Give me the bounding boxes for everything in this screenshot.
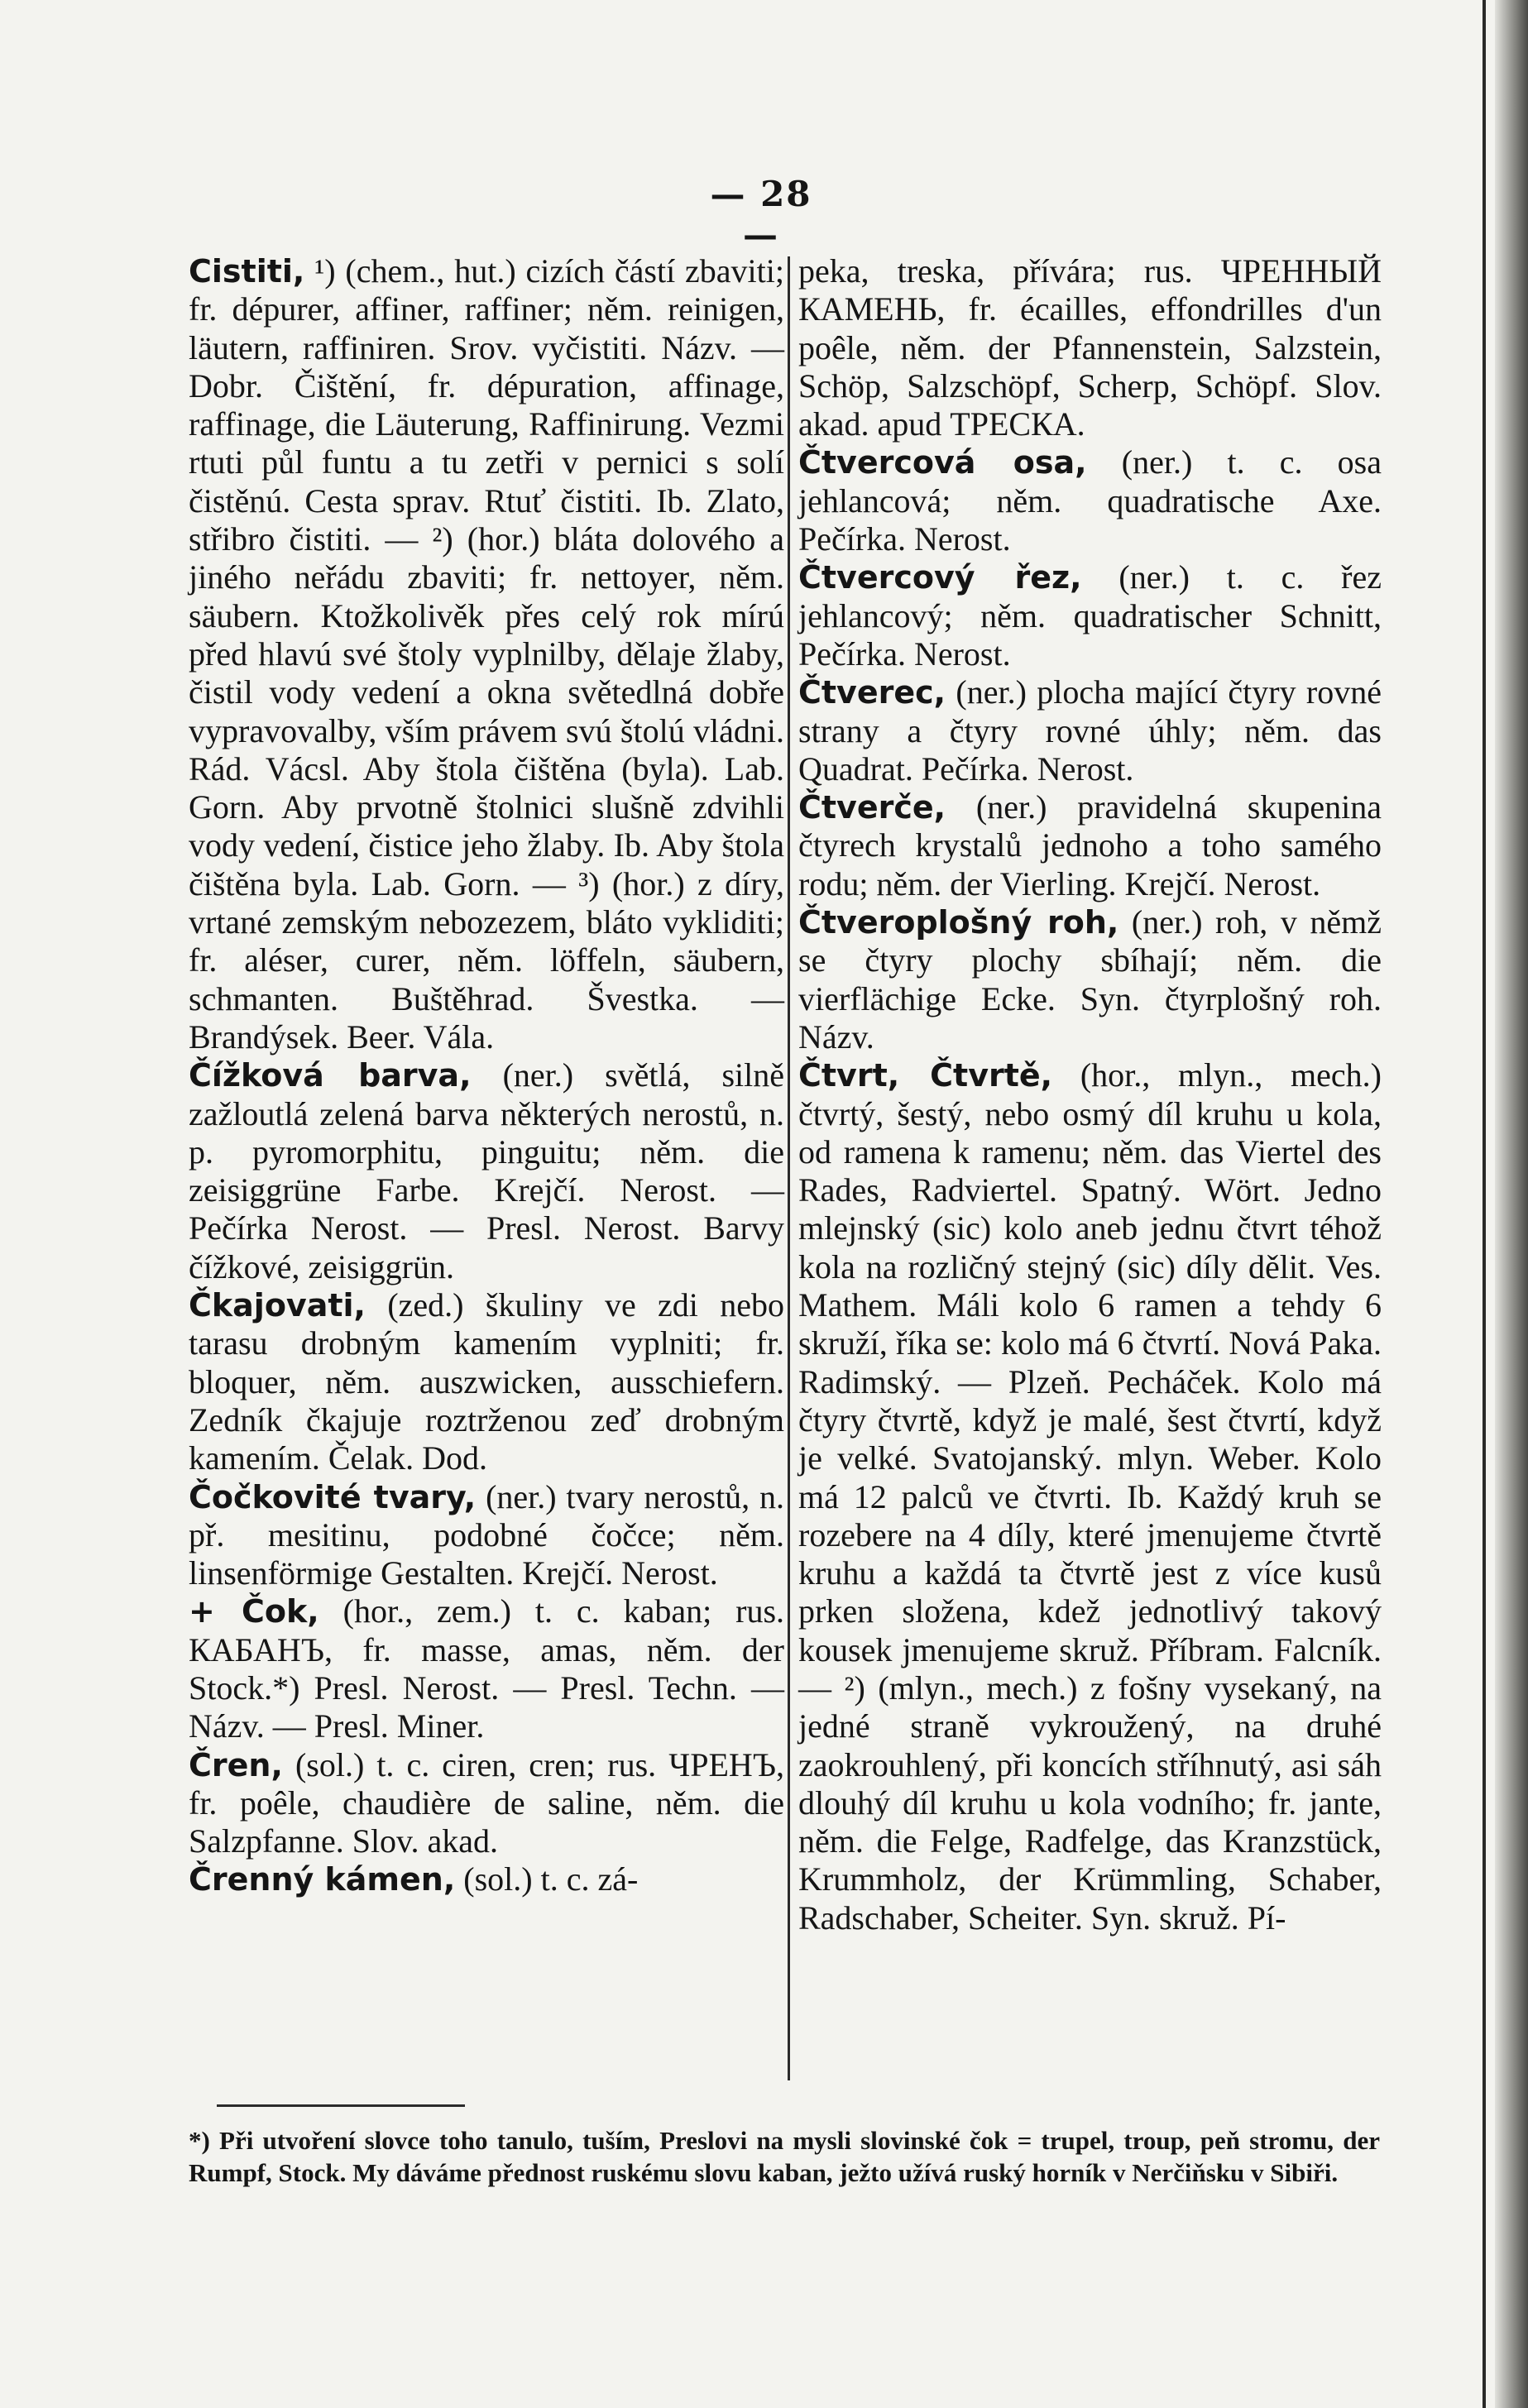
- entry-headword: Čtverče,: [798, 789, 946, 826]
- entry-headword: Čtvercová osa,: [798, 444, 1087, 481]
- entry-headword: Čkajovati,: [189, 1287, 366, 1324]
- dictionary-entry: [189, 1056, 784, 1286]
- entry-text: peka, treska, přívára; rus. ЧРЕННЫЙ КАМЕНЬ, fr. écailles, effondrilles d'un poêle, něm. der Pfannenstein, Salzstein, Schöp, Salzschöpf, Scherp, Schöpf. Slov. akad. apud ТРЕСКА.: [798, 252, 1382, 443]
- dictionary-entry: [189, 1286, 784, 1477]
- footnote-rule: [217, 2104, 465, 2107]
- entry-headword: Črenný kámen,: [189, 1861, 456, 1898]
- dictionary-entry: [798, 558, 1382, 673]
- page-number: — 28 —: [710, 174, 812, 255]
- dictionary-entry: [798, 252, 1382, 443]
- entry-text: (sol.) t. c. zá-: [463, 1860, 639, 1898]
- entry-text: (hor., mlyn., mech.) čtvrtý, šestý, nebo osmý díl kruhu u kola, od ramena k ramenu; něm. das Viertel des Rades, Radviertel. Spatný. Wört. Jedno mlejnský (sic) kolo aneb jednu čtvrt téhož kola na rozličný stejný (sic) díly dělit. Ves. Mathem. Máli kolo 6 ramen a tehdy 6 skruží, říka se: kolo má 6 čtvrtí. Nová Paka. Radimský. — Plzeň. Pecháček. Kolo má čtyry čtvrtě, když je malé, šest čtvrtí, když je velké. Svatojanský. mlyn. Weber. Kolo má 12 palců ve čtvrti. Ib. Každý kruh se rozebere na 4 díly, které jmenujeme čtvrtě kruhu a každá ta čtvrtě jest z více kusů prken složena, kdež jednotlivý takový kousek jmenujeme skruž. Příbram. Falcník. — ²) (mlyn., mech.) z fošny vysekaný, na jedné straně vykroužený, na druhé zaokrouhlený, při koncích stříhnutý, asi sáh dlouhý díl kruhu u kola vodního; fr. jante, něm. die Felge, Radfelge, das Kranzstück, Krummholz, der Krümmling, Schaber, Radschaber, Scheiter. Syn. skruž. Pí-: [798, 1056, 1382, 1936]
- entry-text: (zed.) škuliny ve zdi nebo tarasu drobným kamením vyplniti; fr. bloquer, něm. auszwicken, ausschiefern. Zedník čkajuje roztrženou zeď drobným kamením. Čelak. Dod.: [189, 1286, 784, 1477]
- entry-text: (ner.) plocha mající čtyry rovné strany a čtyry rovné úhly; něm. das Quadrat. Pečírka. Nerost.: [798, 673, 1382, 788]
- dictionary-entry: [189, 1592, 784, 1745]
- left-column: [189, 252, 784, 1899]
- entry-text: (ner.) t. c. řez jehlancový; něm. quadratischer Schnitt, Pečírka. Nerost.: [798, 558, 1382, 673]
- dictionary-entry: [189, 1478, 784, 1593]
- column-divider: [788, 256, 790, 2080]
- entry-headword: Čtveroplošný roh,: [798, 904, 1119, 941]
- entry-headword: Čtvercový řez,: [798, 559, 1082, 596]
- page-edge-shadow: [1495, 0, 1528, 2408]
- right-column: [798, 252, 1382, 1937]
- entry-text: (ner.) tvary nerostů, n. př. mesitinu, podobné čočce; něm. linsenförmige Gestalten. Krejčí. Nerost.: [189, 1477, 785, 1592]
- entry-headword: Čtverec,: [798, 674, 946, 711]
- dictionary-entry: [798, 788, 1382, 903]
- dictionary-entry: [189, 1860, 784, 1898]
- entry-headword: Čren,: [189, 1746, 283, 1783]
- entry-headword: Cistiti,: [189, 253, 305, 290]
- dictionary-entry: [798, 443, 1382, 558]
- dictionary-entry: [189, 1746, 784, 1861]
- dictionary-entry: [798, 903, 1382, 1056]
- entry-headword: + Čok,: [189, 1593, 319, 1630]
- entry-text: (ner.) t. c. osa jehlancová; něm. quadratische Axe. Pečírka. Nerost.: [798, 443, 1382, 558]
- dictionary-entry: [189, 252, 784, 1056]
- footnote: *) Při utvoření slovce toho tanulo, tuším, Preslovi na mysli slovinské čok = trupel, troup, peň stromu, der Rumpf, Stock. My dáváme přednost ruskému slovu kaban, ježto užívá ruský horník v Nerčiňsku v Sibiři.: [189, 2126, 1380, 2187]
- entry-text: (ner.) roh, v němž se čtyry plochy sbíhají; něm. die vierflächige Ecke. Syn. čtyrplošný roh. Názv.: [798, 903, 1382, 1056]
- entry-headword: Čtvrt, Čtvrtě,: [798, 1057, 1053, 1094]
- entry-text: (ner.) pravidelná skupenina čtyrech krystalů jednoho a toho samého rodu; něm. der Vierling. Krejčí. Nerost.: [798, 788, 1382, 902]
- entry-headword: Čížková barva,: [189, 1057, 472, 1094]
- dictionary-entry: [798, 673, 1382, 788]
- dictionary-entry: [798, 1056, 1382, 1937]
- entry-text: (sol.) t. c. ciren, cren; rus. ЧРЕНЪ, fr. poêle, chaudière de saline, něm. die Salzpfanne. Slov. akad.: [189, 1745, 785, 1860]
- entry-text: (ner.) světlá, silně zažloutlá zelená barva některých nerostů, n. p. pyromorphitu, pinguitu; něm. die zeisiggrüne Farbe. Krejčí. Nerost. — Pečírka Nerost. — Presl. Nerost. Barvy čížkové, zeisiggrün.: [189, 1056, 785, 1285]
- entry-text: (hor., zem.) t. c. kaban; rus. КАБАНЪ, fr. masse, amas, něm. der Stock.*) Presl. Nerost. — Presl. Techn. — Názv. — Presl. Miner.: [189, 1592, 785, 1745]
- entry-text: ¹) (chem., hut.) cizích částí zbaviti; fr. dépurer, affiner, raffiner; něm. reinigen, läutern, raffiniren. Srov. vyčistiti. Názv. — Dobr. Čištění, fr. dépuration, affinage, raffinage, die Läuterung, Raffinirung. Vezmi rtuti půl funtu a tu zetři v pernici s solí čistěnú. Cesta sprav. Rtuť čistiti. Ib. Zlato, střibro čistiti. — ²) (hor.) bláta dolového a jiného neřádu zbaviti; fr. nettoyer, něm. säubern. Ktožkolivěk přes celý rok mírú před hlavú své štoly vyplnilby, dělaje žlaby, čistil vody vedení a okna světedlná dobře vypravovalby, vším právem svú štolú vládni. Rád. Vácsl. Aby štola čištěna (byla). Lab. Gorn. Aby prvotně štolnici slušně zdvihli vody vedení, čistice jeho žlaby. Ib. Aby štola čištěna byla. Lab. Gorn. — ³) (hor.) z díry, vrtané zemským nebozezem, bláto vykliditi; fr. aléser, curer, něm. löffeln, säubern, schmanten. Buštěhrad. Švestka. — Brandýsek. Beer. Vála.: [189, 252, 785, 1056]
- page-edge-line: [1482, 0, 1486, 2408]
- entry-headword: Čočkovité tvary,: [189, 1478, 477, 1515]
